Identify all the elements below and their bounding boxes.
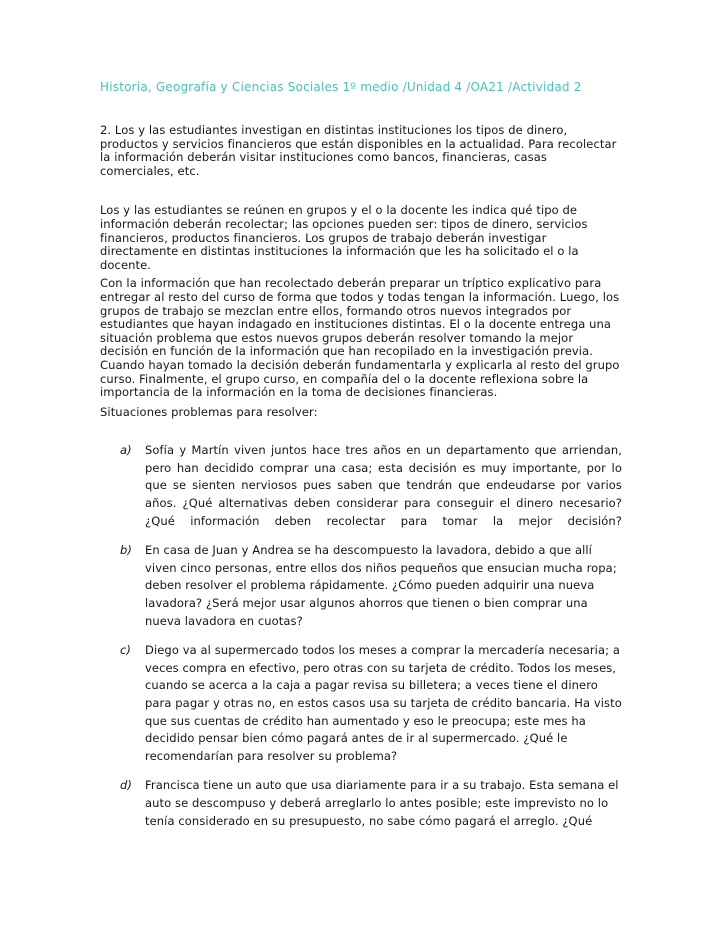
list-item-d-text: Francisca tiene un auto que usa diariamente para ir a su trabajo. Esta semana el auto se descompuso y deberá arreglarlo lo antes posible; este imprevisto no lo tenía considerado en su presupuesto, no sabe cómo pagará el arreglo. ¿Qué (145, 778, 619, 828)
paragraph-instructions-2: Los y las estudiantes se reúnen en grupos y el o la docente les indica qué tipo de información deberán recolectar; las opciones pueden ser: tipos de dinero, servicios financieros, productos financieros. Los grupos de trabajo deberán investigar directamente en distintas instituciones la información que les ha solicitado el o la docente. (100, 203, 588, 272)
list-item-c-text: Diego va al supermercado todos los meses a comprar la mercadería necesaria; a veces compra en efectivo, pero otras con su tarjeta de crédito. Todos los meses, cuando se acerca a la caja a pagar revisa su billetera; a veces tiene el dinero para pagar y otras no, en estos casos usa su tarjeta de crédito bancaria. Ha visto que sus cuentas de crédito han aumentado y eso le preocupa; este mes ha decidido pensar bien cómo pagará antes de ir al supermercado. ¿Qué le recomendarían para resolver su problema? (145, 643, 622, 763)
list-marker-b: b) (120, 543, 132, 558)
section-label-situaciones: Situaciones problemas para resolver: (100, 404, 318, 419)
list-item-c (100, 642, 622, 765)
list-item-b (100, 542, 622, 630)
list-marker-c: c) (120, 643, 132, 658)
paragraph-instructions-3: Con la información que han recolectado deberán preparar un tríptico explicativo para entregar al resto del curso de forma que todos y todas tengan la información. Luego, los grupos de trabajo se mezclan entre ellos, formando otros nuevos integrados por estudiantes que hayan indagado en instituciones distintas. El o la docente entrega una situación problema que estos nuevos grupos deberán resolver tomando la mejor decisión en función de la información que han recopilado en la investigación previa. Cuando hayan tomado la decisión deberán fundamentarla y explicarla al resto del grupo curso. Finalmente, el grupo curso, en compañía del o la docente reflexiona sobre la importancia de la información en la toma de decisiones financieras. (100, 276, 620, 400)
list-item-d (100, 777, 622, 830)
list-item-a-text: Sofía y Martín viven juntos hace tres años en un departamento que arriendan, pero han decidido comprar una casa; esta decisión es muy importante, por lo que se sienten nerviosos pues saben que tendrán que endeudarse por varios años. ¿Qué alternativas deben considerar para conseguir el dinero necesario? ¿Qué información deben recolectar para tomar la mejor decisión? (145, 443, 622, 528)
list-marker-a: a) (120, 443, 132, 458)
paragraph-instructions-1: 2. Los y las estudiantes investigan en distintas instituciones los tipos de dinero, productos y servicios financieros que están disponibles en la actualidad. Para recolectar la información deberán visitar instituciones como bancos, financieras, casas comerciales, etc. (100, 123, 617, 178)
list-marker-d: d) (120, 778, 132, 793)
document-title: Historia, Geografía y Ciencias Sociales 1º medio /Unidad 4 /OA21 /Actividad 2 (100, 80, 582, 94)
list-item-a (100, 442, 622, 530)
situations-list (100, 442, 622, 830)
list-item-b-text: En casa de Juan y Andrea se ha descompuesto la lavadora, debido a que allí viven cinco personas, entre ellos dos niños pequeños que ensucian mucha ropa; deben resolver el problema rápidamente. ¿Cómo pueden adquirir una nueva lavadora? ¿Será mejor usar algunos ahorros que tienen o bien comprar una nueva lavadora en cuotas? (145, 543, 617, 628)
